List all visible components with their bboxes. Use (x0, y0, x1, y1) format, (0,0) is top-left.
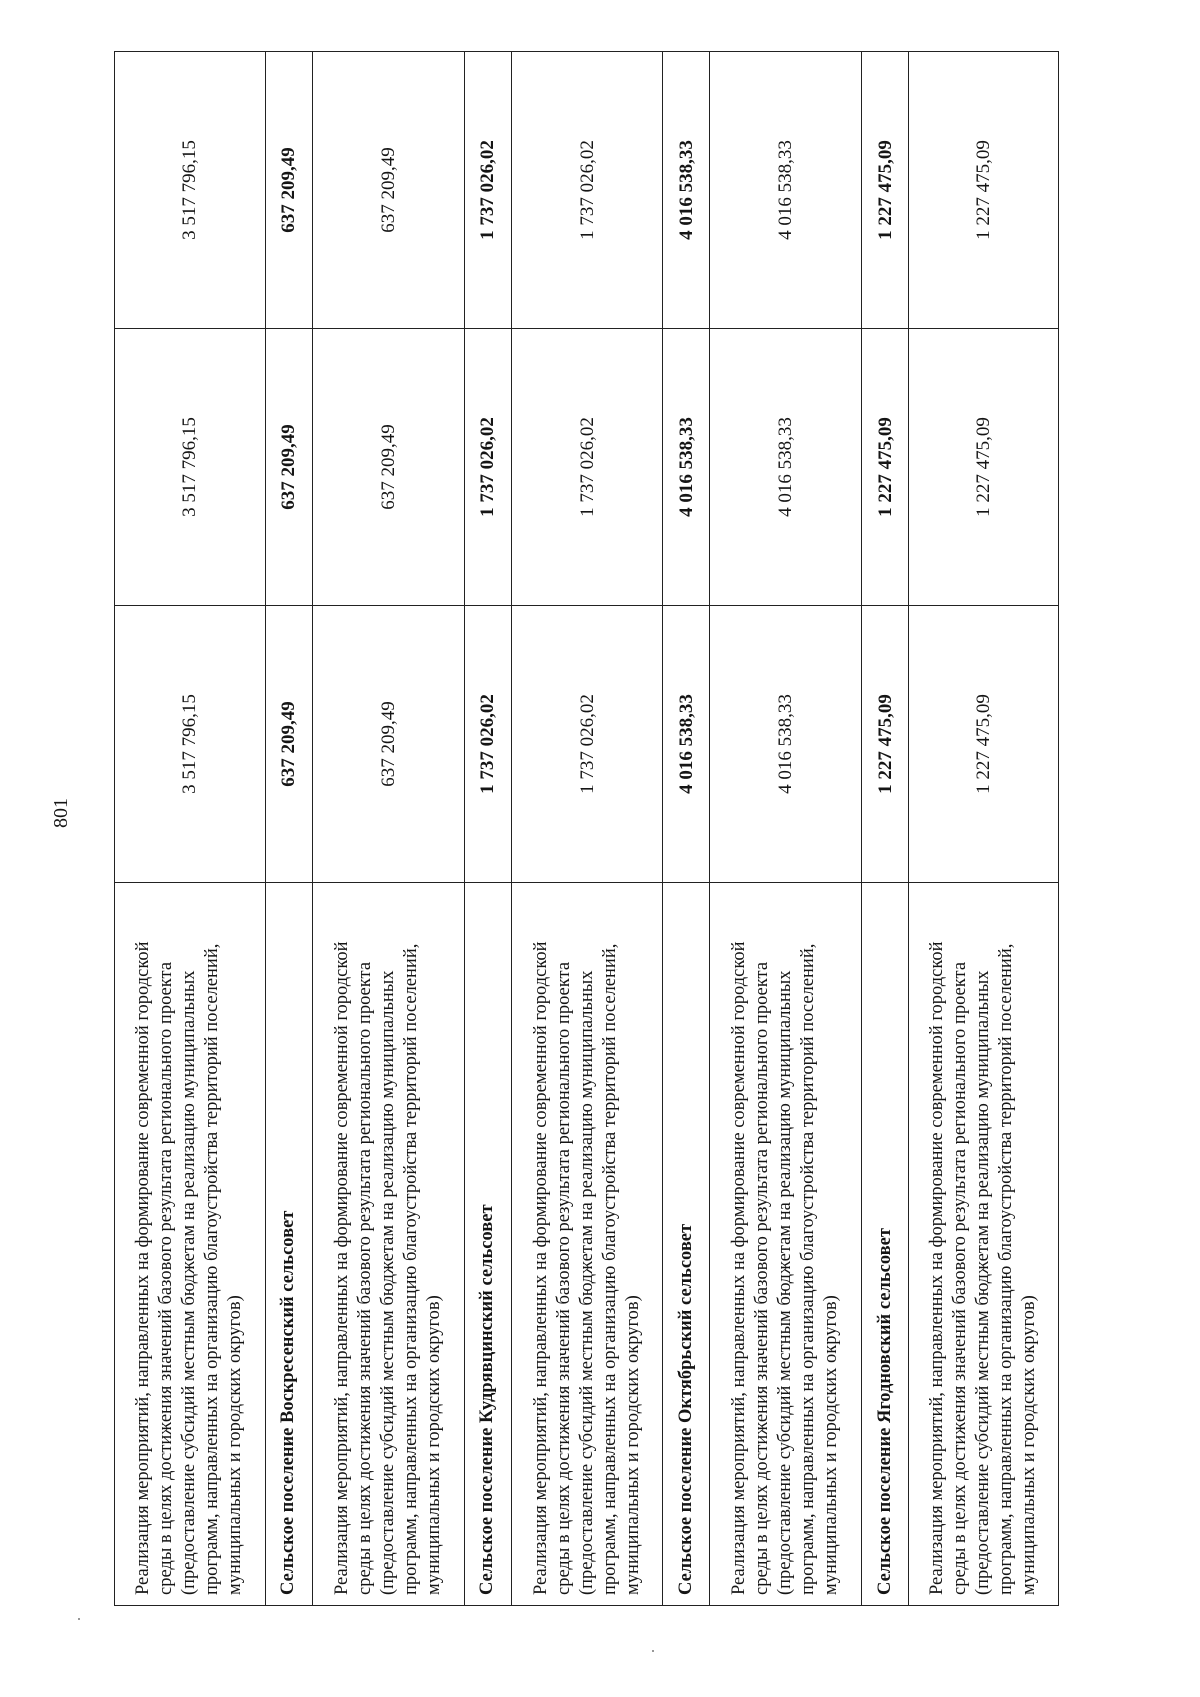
section-value-1: 1 737 026,02 (464, 606, 511, 883)
section-name: Сельское поселение Октябрьский сельсовет (663, 883, 710, 1606)
section-value-1: 1 227 475,09 (862, 606, 909, 883)
row-value-3: 3 517 796,15 (115, 52, 266, 329)
row-value-3: 4 016 538,33 (710, 52, 862, 329)
row-name: Реализация мероприятий, направленных на формирование современной городской среды в целях достижения значений базового результата регионального проекта (предоставление субсидий местным бюджетам на реализацию муниципальных программ, направленных на организацию благоустройства территорий поселений, муниципальных и городских округов) (710, 883, 862, 1606)
section-value-3: 637 209,49 (265, 52, 312, 329)
budget-table-body (115, 52, 1059, 1606)
section-value-2: 1 737 026,02 (464, 329, 511, 606)
table-row (115, 52, 266, 1606)
row-value-1: 3 517 796,15 (115, 606, 266, 883)
scan-speck (78, 1618, 80, 1620)
table-row (312, 52, 464, 1606)
section-value-1: 4 016 538,33 (663, 606, 710, 883)
page-number: 801 (50, 798, 72, 828)
row-value-3: 1 737 026,02 (511, 52, 663, 329)
rotated-page-content (114, 51, 1059, 1606)
scan-speck (652, 1650, 654, 1652)
section-value-2: 4 016 538,33 (663, 329, 710, 606)
section-name: Сельское поселение Ягодновский сельсовет (862, 883, 909, 1606)
section-name: Сельское поселение Кудрявцинский сельсовет (464, 883, 511, 1606)
row-value-2: 3 517 796,15 (115, 329, 266, 606)
row-value-1: 1 227 475,09 (909, 606, 1059, 883)
section-value-3: 4 016 538,33 (663, 52, 710, 329)
section-value-2: 1 227 475,09 (862, 329, 909, 606)
table-row-section (862, 52, 909, 1606)
table-row (710, 52, 862, 1606)
row-value-2: 4 016 538,33 (710, 329, 862, 606)
table-row-section (663, 52, 710, 1606)
section-value-1: 637 209,49 (265, 606, 312, 883)
section-value-3: 1 737 026,02 (464, 52, 511, 329)
row-name: Реализация мероприятий, направленных на формирование современной городской среды в целях достижения значений базового результата регионального проекта (предоставление субсидий местным бюджетам на реализацию муниципальных программ, направленных на организацию благоустройства территорий поселений, муниципальных и городских округов) (909, 883, 1059, 1606)
row-value-3: 1 227 475,09 (909, 52, 1059, 329)
row-name: Реализация мероприятий, направленных на формирование современной городской среды в целях достижения значений базового результата регионального проекта (предоставление субсидий местным бюджетам на реализацию муниципальных программ, направленных на организацию благоустройства территорий поселений, муниципальных и городских округов) (511, 883, 663, 1606)
table-row-section (265, 52, 312, 1606)
row-name: Реализация мероприятий, направленных на формирование современной городской среды в целях достижения значений базового результата регионального проекта (предоставление субсидий местным бюджетам на реализацию муниципальных программ, направленных на организацию благоустройства территорий поселений, муниципальных и городских округов) (115, 883, 266, 1606)
row-name: Реализация мероприятий, направленных на формирование современной городской среды в целях достижения значений базового результата регионального проекта (предоставление субсидий местным бюджетам на реализацию муниципальных программ, направленных на организацию благоустройства территорий поселений, муниципальных и городских округов) (312, 883, 464, 1606)
table-row-section (464, 52, 511, 1606)
row-value-2: 1 737 026,02 (511, 329, 663, 606)
row-value-1: 1 737 026,02 (511, 606, 663, 883)
row-value-1: 637 209,49 (312, 606, 464, 883)
section-value-2: 637 209,49 (265, 329, 312, 606)
table-row (511, 52, 663, 1606)
row-value-3: 637 209,49 (312, 52, 464, 329)
section-name: Сельское поселение Воскресенский сельсовет (265, 883, 312, 1606)
row-value-2: 1 227 475,09 (909, 329, 1059, 606)
row-value-1: 4 016 538,33 (710, 606, 862, 883)
section-value-3: 1 227 475,09 (862, 52, 909, 329)
table-row (909, 52, 1059, 1606)
budget-table (114, 51, 1059, 1606)
row-value-2: 637 209,49 (312, 329, 464, 606)
